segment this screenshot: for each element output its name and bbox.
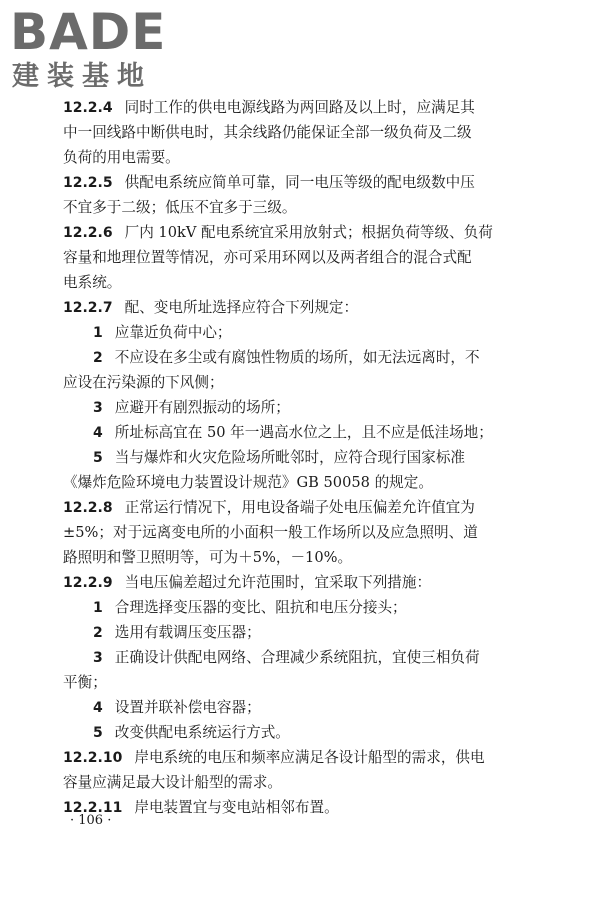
text-line [63, 670, 521, 695]
clause-line [63, 745, 521, 770]
line-text: 应避开有剧烈振动的场所； [114, 399, 290, 416]
item-number: 3 [93, 650, 103, 666]
item-number: 5 [93, 450, 103, 466]
page-number: · 106 · [70, 813, 112, 828]
text-line [63, 770, 521, 795]
clause-line [63, 570, 521, 595]
line-text: 平衡； [63, 674, 107, 691]
line-text: 不应设在多尘或有腐蚀性物质的场所，如无法远离时，不 [114, 349, 480, 366]
text-line [63, 470, 521, 495]
line-text: 路照明和警卫照明等，可为＋5%，－10%。 [63, 549, 353, 566]
line-text: 当与爆炸和火灾危险场所毗邻时，应符合现行国家标准 [114, 449, 466, 466]
line-text: 配、变电所址选择应符合下列规定： [124, 299, 359, 316]
clause-number: 12.2.8 [63, 500, 113, 516]
clause-number: 12.2.10 [63, 750, 123, 766]
logo-wordmark: BADE [10, 3, 167, 61]
line-text: 所址标高宜在 50 年一遇高水位之上，且不应是低洼场地； [114, 424, 493, 441]
clause-line [63, 495, 521, 520]
clause-number: 12.2.4 [63, 100, 113, 116]
list-item-line [63, 695, 521, 720]
clause-number: 12.2.6 [63, 225, 113, 241]
text-line [63, 245, 521, 270]
line-text: 岸电装置宜与变电站相邻布置。 [134, 799, 339, 816]
line-text: 应靠近负荷中心； [114, 324, 232, 341]
text-line [63, 195, 521, 220]
item-number: 2 [93, 625, 103, 641]
list-item-line [63, 420, 521, 445]
line-text: 同时工作的供电电源线路为两回路及以上时，应满足其 [124, 99, 475, 116]
line-text: 岸电系统的电压和频率应满足各设计船型的需求，供电 [134, 749, 485, 766]
line-text: 选用有载调压变压器； [114, 624, 261, 641]
item-number: 3 [93, 400, 103, 416]
logo-subtitle: 建装基地 [12, 61, 152, 92]
item-number: 4 [93, 700, 103, 716]
list-item-line [63, 595, 521, 620]
item-number: 4 [93, 425, 103, 441]
item-number: 1 [93, 600, 103, 616]
logo [10, 4, 180, 96]
text-line [63, 270, 521, 295]
document-body [63, 95, 521, 820]
clause-line [63, 170, 521, 195]
clause-line [63, 795, 521, 820]
item-number: 2 [93, 350, 103, 366]
list-item-line [63, 395, 521, 420]
line-text: 负荷的用电需要。 [63, 149, 180, 166]
text-line [63, 520, 521, 545]
line-text: ±5%；对于远离变电所的小面积一般工作场所以及应急照明、道 [63, 524, 478, 541]
line-text: 容量和地理位置等情况，亦可采用环网以及两者组合的混合式配 [63, 249, 472, 266]
line-text: 当电压偏差超过允许范围时，宜采取下列措施： [124, 574, 432, 591]
line-text: 合理选择变压器的变比、阻抗和电压分接头； [114, 599, 407, 616]
item-number: 1 [93, 325, 103, 341]
clause-line [63, 95, 521, 120]
line-text: 设置并联补偿电容器； [114, 699, 261, 716]
clause-line [63, 220, 521, 245]
list-item-line [63, 320, 521, 345]
list-item-line [63, 345, 521, 370]
line-text: 中一回线路中断供电时，其余线路仍能保证全部一级负荷及二级 [63, 124, 472, 141]
clause-line [63, 295, 521, 320]
line-text: 应设在污染源的下风侧； [63, 374, 224, 391]
list-item-line [63, 720, 521, 745]
line-text: 厂内 10kV 配电系统宜采用放射式；根据负荷等级、负荷 [124, 224, 493, 241]
list-item-line [63, 645, 521, 670]
text-line [63, 120, 521, 145]
text-line [63, 370, 521, 395]
line-text: 容量应满足最大设计船型的需求。 [63, 774, 282, 791]
clause-number: 12.2.9 [63, 575, 113, 591]
line-text: 不宜多于二级；低压不宜多于三级。 [63, 199, 297, 216]
clause-number: 12.2.11 [63, 800, 123, 816]
list-item-line [63, 445, 521, 470]
line-text: 电系统。 [63, 274, 122, 291]
item-number: 5 [93, 725, 103, 741]
line-text: 改变供配电系统运行方式。 [114, 724, 290, 741]
list-item-line [63, 620, 521, 645]
line-text: 正确设计供配电网络、合理减少系统阻抗，宜使三相负荷 [114, 649, 480, 666]
text-line [63, 545, 521, 570]
clause-number: 12.2.7 [63, 300, 113, 316]
text-line [63, 145, 521, 170]
line-text: 《爆炸危险环境电力装置设计规范》GB 50058 的规定。 [63, 474, 433, 491]
line-text: 正常运行情况下，用电设备端子处电压偏差允许值宜为 [124, 499, 475, 516]
clause-number: 12.2.5 [63, 175, 113, 191]
line-text: 供配电系统应简单可靠，同一电压等级的配电级数中压 [124, 174, 475, 191]
